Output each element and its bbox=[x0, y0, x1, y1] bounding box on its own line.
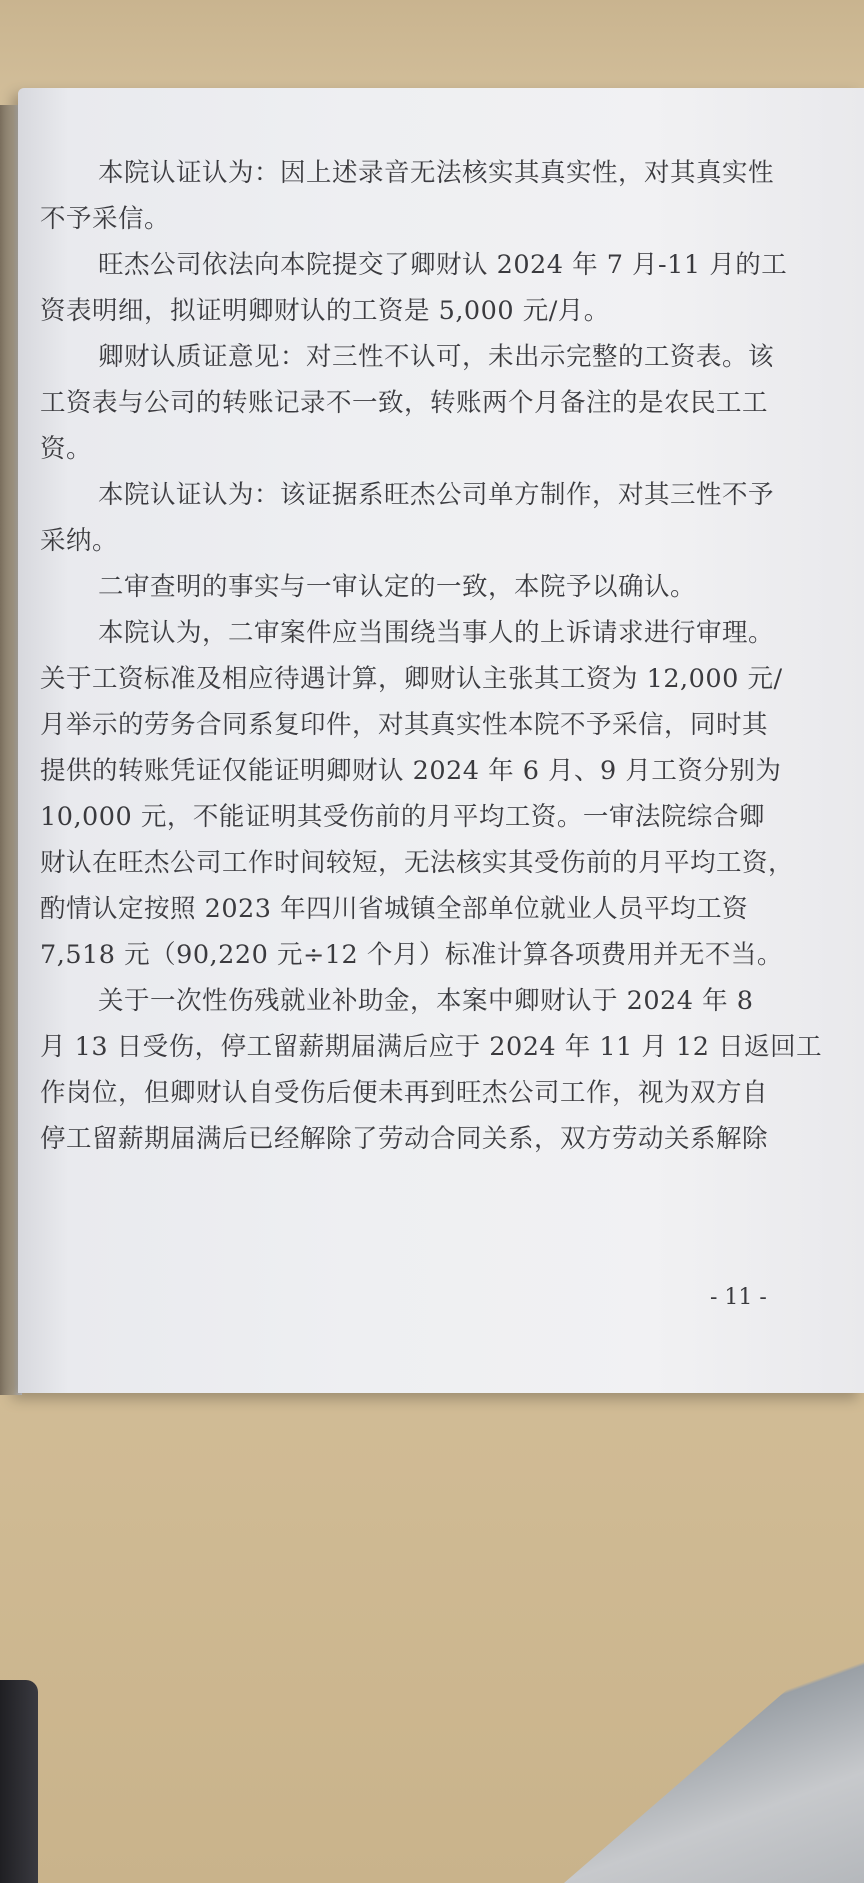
paragraph-3 bbox=[40, 334, 786, 472]
text-line: 提供的转账凭证仅能证明卿财认 2024 年 6 月、9 月工资分别为 bbox=[40, 756, 782, 786]
dark-object bbox=[0, 1680, 38, 1883]
paragraph-6 bbox=[40, 610, 795, 978]
paragraph-5 bbox=[40, 564, 786, 610]
paragraph-4 bbox=[40, 472, 786, 564]
text-line: 作岗位，但卿财认自受伤后便未再到旺杰公司工作，视为双方自 bbox=[40, 1078, 769, 1108]
text-line: 资。 bbox=[40, 434, 93, 464]
text-line: 采纳。 bbox=[40, 526, 119, 556]
page-number: - 11 - bbox=[710, 1285, 767, 1310]
text-line: 本院认证认为：因上述录音无法核实其真实性，对其真实性 bbox=[98, 158, 775, 188]
text-line: 旺杰公司依法向本院提交了卿财认 2024 年 7 月-11 月的工 bbox=[98, 250, 788, 280]
text-line: 财认在旺杰公司工作时间较短，无法核实其受伤前的月平均工资， bbox=[40, 848, 795, 878]
paragraph-1 bbox=[40, 150, 786, 242]
text-line: 关于工资标准及相应待遇计算，卿财认主张其工资为 12,000 元/ bbox=[40, 664, 783, 694]
text-line: 二审查明的事实与一审认定的一致，本院予以确认。 bbox=[98, 572, 697, 602]
gray-cloth bbox=[564, 1623, 864, 1883]
text-line: 本院认为，二审案件应当围绕当事人的上诉请求进行审理。 bbox=[98, 618, 775, 648]
text-line: 酌情认定按照 2023 年四川省城镇全部单位就业人员平均工资 bbox=[40, 894, 749, 924]
paragraph-7 bbox=[40, 978, 823, 1162]
paragraph-2 bbox=[40, 242, 786, 334]
text-line: 月举示的劳务合同系复印件，对其真实性本院不予采信，同时其 bbox=[40, 710, 769, 740]
text-line: 资表明细，拟证明卿财认的工资是 5,000 元/月。 bbox=[40, 296, 610, 326]
text-line: 10,000 元，不能证明其受伤前的月平均工资。一审法院综合卿 bbox=[40, 802, 765, 832]
text-line: 月 13 日受伤，停工留薪期届满后应于 2024 年 11 月 12 日返回工 bbox=[40, 1032, 823, 1062]
text-line: 本院认证认为：该证据系旺杰公司单方制作，对其三性不予 bbox=[98, 480, 775, 510]
text-line: 停工留薪期届满后已经解除了劳动合同关系，双方劳动关系解除 bbox=[40, 1124, 769, 1154]
text-line: 卿财认质证意见：对三性不认可，未出示完整的工资表。该 bbox=[98, 342, 775, 372]
document-body bbox=[40, 150, 823, 1162]
text-line: 工资表与公司的转账记录不一致，转账两个月备注的是农民工工 bbox=[40, 388, 769, 418]
text-line: 不予采信。 bbox=[40, 204, 171, 234]
text-line: 7,518 元（90,220 元÷12 个月）标准计算各项费用并无不当。 bbox=[40, 940, 783, 970]
text-line: 关于一次性伤残就业补助金，本案中卿财认于 2024 年 8 bbox=[98, 986, 754, 1016]
